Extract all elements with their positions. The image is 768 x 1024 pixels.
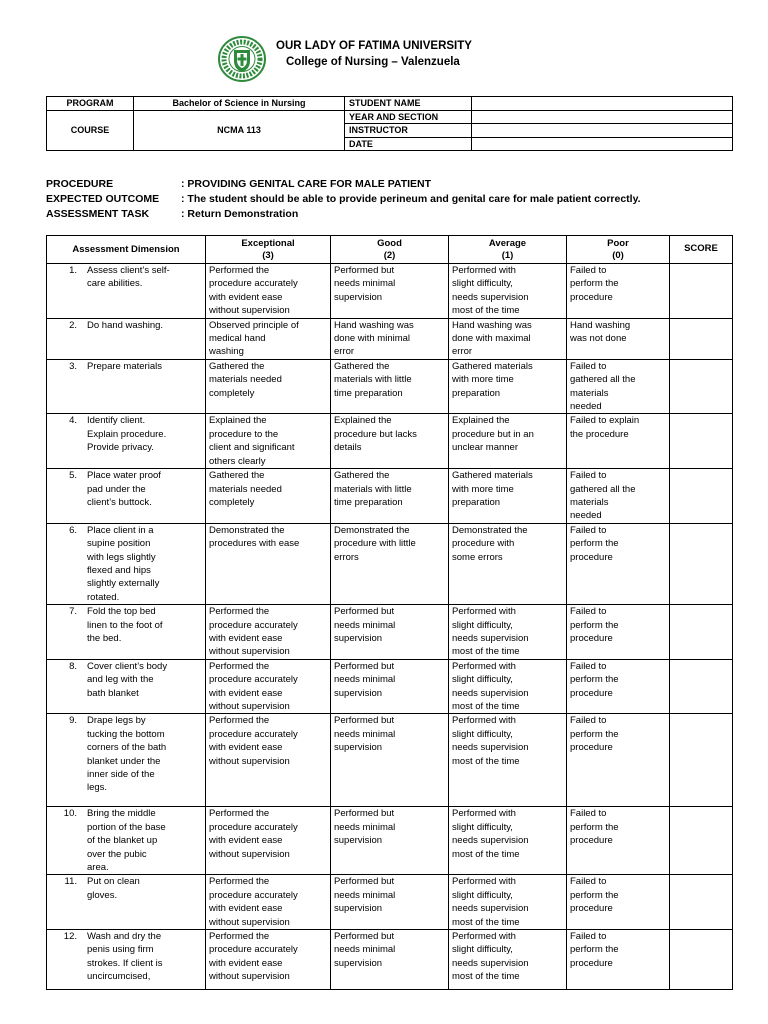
good-criteria-cell: Gathered the materials with little time preparation bbox=[331, 469, 449, 524]
dimension-text: Assess client’s self- care abilities. bbox=[87, 265, 170, 290]
row-number: 12. bbox=[63, 931, 77, 943]
score-cell[interactable] bbox=[670, 875, 733, 930]
average-criteria-cell: Performed with slight difficulty, needs supervision most of the time bbox=[449, 264, 567, 319]
score-cell[interactable] bbox=[670, 930, 733, 990]
rubric-row bbox=[47, 414, 733, 469]
exceptional-criteria-cell: Performed the procedure accurately with evident ease without supervision bbox=[206, 875, 331, 930]
instructor-field[interactable] bbox=[472, 124, 733, 138]
row-number: 5. bbox=[69, 470, 77, 482]
header-poor-label: Poor bbox=[607, 238, 629, 249]
exceptional-criteria-cell: Performed the procedure accurately with evident ease without supervision bbox=[206, 807, 331, 875]
course-label: COURSE bbox=[47, 110, 134, 151]
good-criteria-cell: Performed but needs minimal supervision bbox=[331, 875, 449, 930]
rubric-row bbox=[47, 930, 733, 990]
exceptional-criteria-cell: Performed the procedure accurately with evident ease without supervision bbox=[206, 659, 331, 714]
dimension-text: Bring the middle portion of the base of the blanket up over the pubic area. bbox=[87, 808, 166, 874]
dimension-cell bbox=[47, 659, 206, 714]
row-number: 11. bbox=[64, 876, 77, 888]
good-criteria-cell: Gathered the materials with little time preparation bbox=[331, 359, 449, 414]
dimension-text: Put on clean gloves. bbox=[87, 876, 140, 901]
exceptional-criteria-cell: Performed the procedure accurately with evident ease without supervision bbox=[206, 605, 331, 660]
good-criteria-cell: Performed but needs minimal supervision bbox=[331, 930, 449, 990]
dimension-cell bbox=[47, 807, 206, 875]
dimension-text: Place client in a supine position with legs slightly flexed and hips slightly externally rotated. bbox=[87, 524, 160, 603]
instructor-label: INSTRUCTOR bbox=[345, 124, 472, 138]
score-cell[interactable] bbox=[670, 807, 733, 875]
score-cell[interactable] bbox=[670, 359, 733, 414]
row-number: 3. bbox=[69, 360, 77, 372]
dimension-text: Cover client’s body and leg with the bath blanket bbox=[87, 660, 168, 699]
row-number: 10. bbox=[63, 808, 77, 820]
score-cell[interactable] bbox=[670, 469, 733, 524]
good-criteria-cell: Performed but needs minimal supervision bbox=[331, 605, 449, 660]
average-criteria-cell: Demonstrated the procedure with some errors bbox=[449, 523, 567, 604]
row-number: 4. bbox=[69, 415, 77, 427]
dimension-text: Place water proof pad under the client’s buttock. bbox=[87, 470, 161, 508]
score-cell[interactable] bbox=[670, 318, 733, 359]
average-criteria-cell: Performed with slight difficulty, needs supervision most of the time bbox=[449, 875, 567, 930]
rubric-row bbox=[47, 714, 733, 807]
exceptional-criteria-cell: Gathered the materials needed completely bbox=[206, 359, 331, 414]
university-seal-icon bbox=[218, 36, 266, 82]
good-criteria-cell: Explained the procedure but lacks details bbox=[331, 414, 449, 469]
poor-criteria-cell: Failed to explain the procedure bbox=[567, 414, 670, 469]
procedure-label: PROCEDURE bbox=[46, 178, 114, 190]
dimension-cell bbox=[47, 264, 206, 319]
poor-criteria-cell: Failed to perform the procedure bbox=[567, 875, 670, 930]
expected-outcome-label: EXPECTED OUTCOME bbox=[46, 193, 160, 205]
header-score: SCORE bbox=[670, 236, 733, 264]
expected-outcome-value: : The student should be able to provide perineum and genital care for male patient correctly. bbox=[181, 193, 641, 205]
average-criteria-cell: Performed with slight difficulty, needs supervision most of the time bbox=[449, 807, 567, 875]
average-criteria-cell: Performed with slight difficulty, needs supervision most of the time bbox=[449, 659, 567, 714]
rubric-row bbox=[47, 469, 733, 524]
exceptional-criteria-cell: Demonstrated the procedures with ease bbox=[206, 523, 331, 604]
rubric-row bbox=[47, 318, 733, 359]
score-cell[interactable] bbox=[670, 605, 733, 660]
average-criteria-cell: Explained the procedure but in an unclear manner bbox=[449, 414, 567, 469]
university-name: OUR LADY OF FATIMA UNIVERSITY bbox=[276, 40, 472, 52]
dimension-cell bbox=[47, 469, 206, 524]
dimension-cell bbox=[47, 714, 206, 807]
average-criteria-cell: Hand washing was done with maximal error bbox=[449, 318, 567, 359]
header-good bbox=[331, 236, 449, 264]
poor-criteria-cell: Failed to perform the procedure bbox=[567, 714, 670, 807]
average-criteria-cell: Performed with slight difficulty, needs supervision most of the time bbox=[449, 605, 567, 660]
dimension-text: Do hand washing. bbox=[87, 319, 164, 331]
year-section-label: YEAR AND SECTION bbox=[345, 110, 472, 124]
average-criteria-cell: Gathered materials with more time preparation bbox=[449, 469, 567, 524]
row-number: 1. bbox=[69, 265, 77, 276]
exceptional-criteria-cell: Explained the procedure to the client and significant others clearly bbox=[206, 414, 331, 469]
header-poor-points: (0) bbox=[612, 249, 624, 261]
dimension-cell bbox=[47, 875, 206, 930]
score-cell[interactable] bbox=[670, 523, 733, 604]
rubric-row bbox=[47, 605, 733, 660]
exceptional-criteria-cell: Observed principle of medical hand washing bbox=[206, 318, 331, 359]
row-number: 6. bbox=[69, 524, 77, 536]
procedure-block bbox=[46, 177, 641, 222]
dimension-text: Identify client. Explain procedure. Provide privacy. bbox=[87, 415, 167, 454]
header-average bbox=[449, 236, 567, 264]
year-section-field[interactable] bbox=[472, 110, 733, 124]
dimension-text: Prepare materials bbox=[87, 360, 162, 372]
poor-criteria-cell: Failed to perform the procedure bbox=[567, 659, 670, 714]
dimension-cell bbox=[47, 523, 206, 604]
poor-criteria-cell: Hand washing was not done bbox=[567, 318, 670, 359]
dimension-cell bbox=[47, 359, 206, 414]
row-number: 9. bbox=[69, 715, 77, 727]
student-info-table bbox=[46, 96, 733, 151]
exceptional-criteria-cell: Performed the procedure accurately with evident ease without supervision bbox=[206, 264, 331, 319]
exceptional-criteria-cell: Performed the procedure accurately with evident ease without supervision bbox=[206, 714, 331, 807]
course-value: NCMA 113 bbox=[134, 110, 345, 151]
poor-criteria-cell: Failed to perform the procedure bbox=[567, 930, 670, 990]
dimension-cell bbox=[47, 318, 206, 359]
header-exceptional-label: Exceptional bbox=[241, 238, 295, 249]
assessment-task-value: : Return Demonstration bbox=[181, 208, 299, 220]
good-criteria-cell: Performed but needs minimal supervision bbox=[331, 659, 449, 714]
poor-criteria-cell: Failed to perform the procedure bbox=[567, 523, 670, 604]
rubric-row bbox=[47, 523, 733, 604]
header-dimension: Assessment Dimension bbox=[47, 236, 206, 264]
dimension-text: Wash and dry the penis using firm strokes. If client is uncircumcised, bbox=[87, 931, 163, 983]
rubric-row bbox=[47, 659, 733, 714]
exceptional-criteria-cell: Gathered the materials needed completely bbox=[206, 469, 331, 524]
average-criteria-cell: Gathered materials with more time preparation bbox=[449, 359, 567, 414]
date-field[interactable] bbox=[472, 137, 733, 151]
average-criteria-cell: Performed with slight difficulty, needs supervision most of the time bbox=[449, 714, 567, 807]
poor-criteria-cell: Failed to perform the procedure bbox=[567, 807, 670, 875]
score-cell[interactable] bbox=[670, 714, 733, 807]
header-exceptional-points: (3) bbox=[262, 249, 274, 261]
poor-criteria-cell: Failed to gathered all the materials needed bbox=[567, 469, 670, 524]
row-number: 8. bbox=[69, 660, 77, 672]
student-name-label: STUDENT NAME bbox=[345, 97, 472, 111]
row-number: 2. bbox=[69, 319, 77, 331]
dimension-cell bbox=[47, 414, 206, 469]
good-criteria-cell: Demonstrated the procedure with little errors bbox=[331, 523, 449, 604]
header-poor bbox=[567, 236, 670, 264]
dimension-cell bbox=[47, 930, 206, 990]
header-good-points: (2) bbox=[383, 249, 396, 261]
header-average-label: Average bbox=[488, 238, 527, 249]
score-cell[interactable] bbox=[670, 264, 733, 319]
header-exceptional bbox=[206, 236, 331, 264]
assessment-task-label: ASSESSMENT TASK bbox=[46, 208, 150, 220]
program-label: PROGRAM bbox=[47, 97, 134, 111]
college-name: College of Nursing – Valenzuela bbox=[286, 56, 460, 68]
rubric-row bbox=[47, 875, 733, 930]
good-criteria-cell: Performed but needs minimal supervision bbox=[331, 807, 449, 875]
score-cell[interactable] bbox=[670, 659, 733, 714]
rubric-row bbox=[47, 264, 733, 319]
score-cell[interactable] bbox=[670, 414, 733, 469]
rubric-row bbox=[47, 807, 733, 875]
good-criteria-cell: Performed but needs minimal supervision bbox=[331, 264, 449, 319]
rubric-table bbox=[46, 235, 733, 990]
header-good-label: Good bbox=[377, 238, 402, 249]
exceptional-criteria-cell: Performed the procedure accurately with evident ease without supervision bbox=[206, 930, 331, 990]
document-header bbox=[0, 36, 768, 84]
good-criteria-cell: Performed but needs minimal supervision bbox=[331, 714, 449, 807]
procedure-value: : PROVIDING GENITAL CARE FOR MALE PATIENT bbox=[181, 178, 432, 190]
row-number: 7. bbox=[69, 606, 77, 618]
date-label: DATE bbox=[345, 137, 472, 151]
rubric-row bbox=[47, 359, 733, 414]
dimension-text: Fold the top bed linen to the foot of the bed. bbox=[87, 606, 163, 644]
average-criteria-cell: Performed with slight difficulty, needs supervision most of the time bbox=[449, 930, 567, 990]
dimension-cell bbox=[47, 605, 206, 660]
good-criteria-cell: Hand washing was done with minimal error bbox=[331, 318, 449, 359]
poor-criteria-cell: Failed to gathered all the materials needed bbox=[567, 359, 670, 414]
poor-criteria-cell: Failed to perform the procedure bbox=[567, 264, 670, 319]
student-name-field[interactable] bbox=[472, 97, 733, 111]
dimension-text: Drape legs by tucking the bottom corners of the bath blanket under the inner side of the legs. bbox=[87, 715, 167, 794]
poor-criteria-cell: Failed to perform the procedure bbox=[567, 605, 670, 660]
header-average-points: (1) bbox=[501, 249, 514, 261]
program-value: Bachelor of Science in Nursing bbox=[134, 97, 345, 111]
